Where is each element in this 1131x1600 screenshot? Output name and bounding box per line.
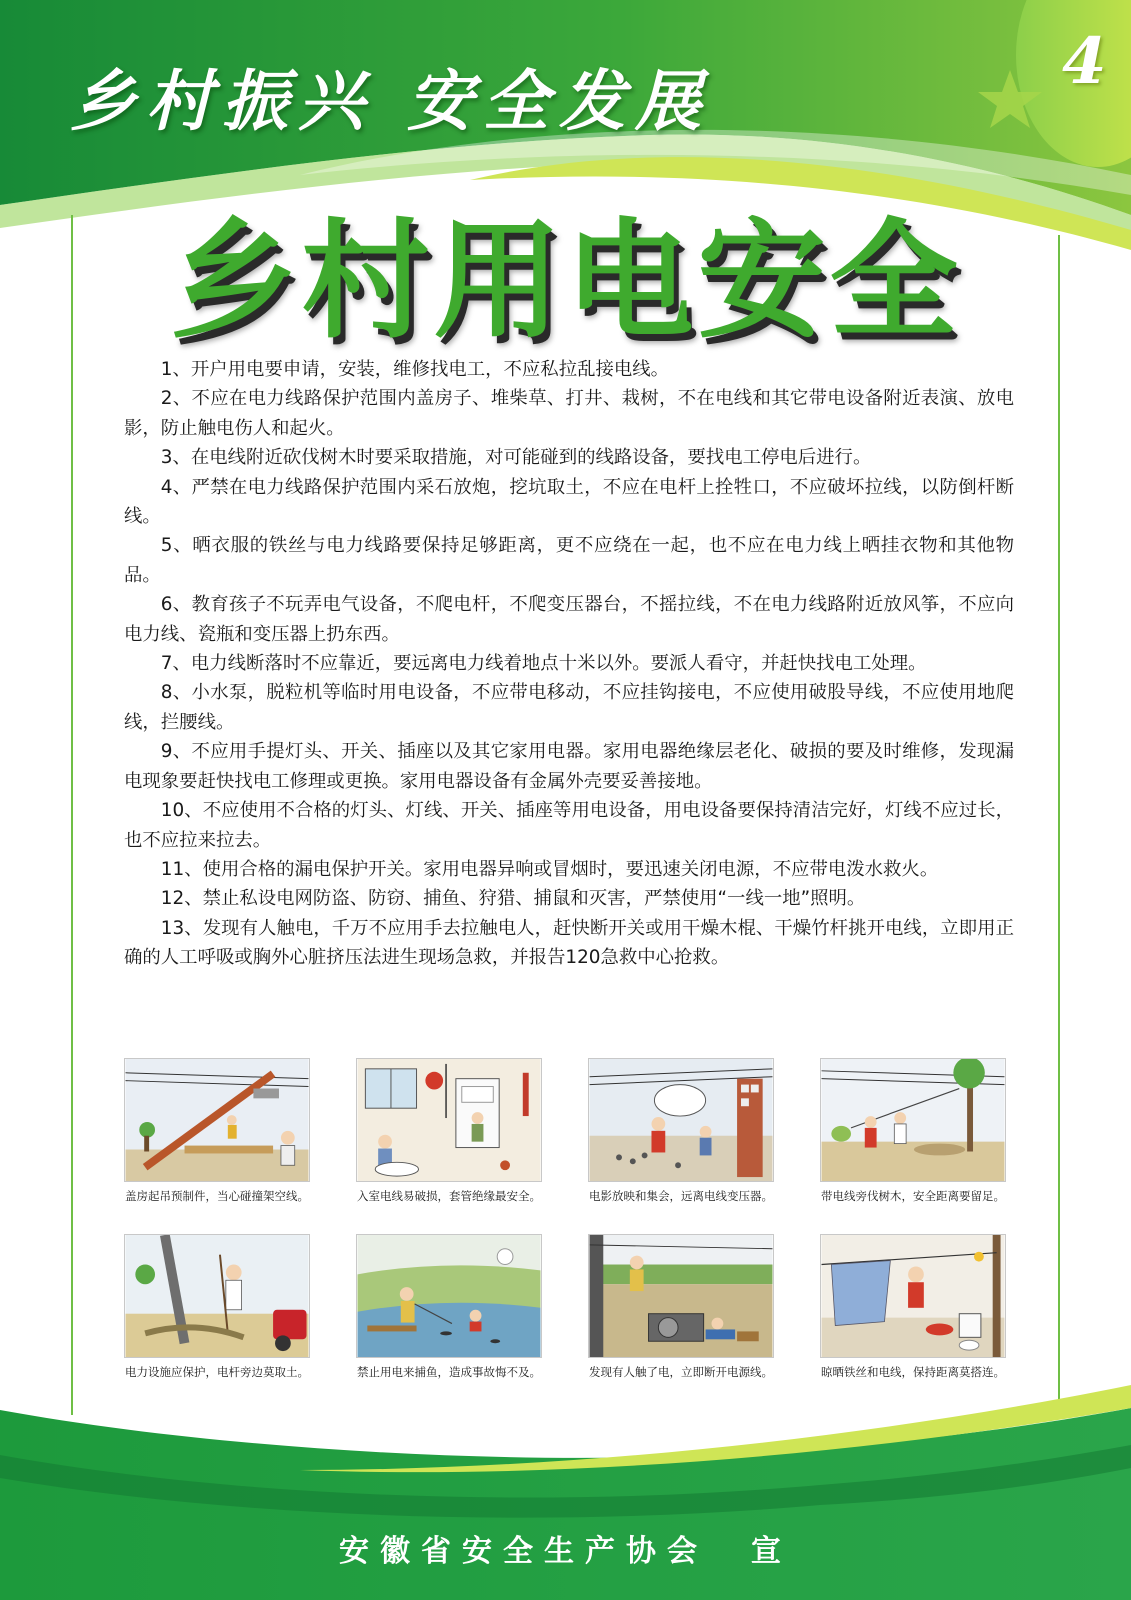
page-number: 4 <box>1062 24 1107 99</box>
rule-item: 7、电力线断落时不应靠近，要远离电力线着地点十米以外。要派人看守，并赶快找电工处理。 <box>160 653 927 675</box>
crane-power-line-illustration <box>124 1058 310 1182</box>
clothesline-illustration <box>820 1234 1006 1358</box>
rule-item: 10、不应使用不合格的灯头、灯线、开关、插座等用电设备，用电设备要保持清洁完好，灯线不应过长，也不应拉来拉去。 <box>124 800 1014 851</box>
rule-item: 5、晒衣服的铁丝与电力线路要保持足够距离，更不应绕在一起，也不应在电力线上晒挂衣物和其他物品。 <box>124 535 1014 586</box>
illustration-card <box>820 1234 1006 1380</box>
rule-item: 1、开户用电要申请，安装，维修找电工，不应私拉乱接电线。 <box>160 359 670 380</box>
rule-item: 2、不应在电力线路保护范围内盖房子、堆柴草、打井、栽树，不在电线和其它带电设备附近表演、放电影，防止触电伤人和起火。 <box>124 388 1014 439</box>
outdoor-movie-illustration <box>588 1058 774 1182</box>
rule-item: 8、小水泵，脱粒机等临时用电设备，不应带电移动，不应挂钩接电，不应使用破股导线，不应使用地爬线，拦腰线。 <box>124 682 1014 733</box>
illustration-card <box>124 1234 310 1380</box>
illustration-gallery <box>124 1058 1020 1380</box>
electric-fishing-illustration <box>356 1234 542 1358</box>
illustration-card <box>588 1058 774 1204</box>
rule-item: 11、使用合格的漏电保护开关。家用电器异响或冒烟时，要迅速关闭电源，不应带电泼水救火。 <box>160 858 939 880</box>
rule-item: 12、禁止私设电网防盗、防窃、捕鱼、狩猎、捕鼠和灭害，严禁使用“一线一地”照明。 <box>160 888 866 910</box>
illustration-card <box>356 1058 542 1204</box>
slogan: 乡村振兴 安全发展 <box>70 62 711 140</box>
digging-near-pole-illustration <box>124 1234 310 1358</box>
indoor-wiring-illustration <box>356 1058 542 1182</box>
illustration-caption: 电力设施应保护，电杆旁边莫取土。 <box>125 1365 309 1379</box>
electrocution-rescue-illustration <box>588 1234 774 1358</box>
publisher-footer: 安徽省安全生产协会 宣 <box>339 1534 792 1569</box>
illustration-card <box>124 1058 310 1204</box>
illustration-caption: 发现有人触了电，立即断开电源线。 <box>589 1365 773 1379</box>
rules-list <box>124 355 1014 973</box>
tree-cutting-illustration <box>820 1058 1006 1182</box>
rule-item: 9、不应用手提灯头、开关、插座以及其它家用电器。家用电器绝缘层老化、破损的要及时维修，发现漏电现象要赶快找电工修理或更换。家用电器设备有金属外壳要妥善接地。 <box>124 741 1014 792</box>
rule-item: 3、在电线附近砍伐树木时要采取措施，对可能碰到的线路设备，要找电工停电后进行。 <box>160 447 872 469</box>
rule-item: 6、教育孩子不玩弄电气设备，不爬电杆，不爬变压器台，不摇拉线，不在电力线路附近放风筝，不应向电力线、瓷瓶和变压器上扔东西。 <box>124 594 1014 645</box>
illustration-caption: 盖房起吊预制件，当心碰撞架空线。 <box>125 1189 309 1203</box>
illustration-card <box>588 1234 774 1380</box>
illustration-caption: 电影放映和集会，远离电线变压器。 <box>589 1189 773 1203</box>
rule-item: 13、发现有人触电，千万不应用手去拉触电人，赶快断开关或用干燥木棍、干燥竹杆挑开电线，立即用正确的人工呼吸或胸外心脏挤压法进生现场急救，并报告120急救中心抢救。 <box>124 917 1014 969</box>
illustration-caption: 晾晒铁丝和电线，保持距离莫搭连。 <box>821 1365 1005 1379</box>
illustration-card <box>820 1058 1006 1204</box>
rule-item: 4、严禁在电力线路保护范围内采石放炮，挖坑取土，不应在电杆上拴牲口，不应破坏拉线，以防倒杆断线。 <box>124 476 1014 528</box>
illustration-caption: 入室电线易破损，套管绝缘最安全。 <box>357 1189 541 1203</box>
illustration-caption: 禁止用电来捕鱼，造成事故悔不及。 <box>357 1365 541 1379</box>
illustration-card <box>356 1234 542 1380</box>
illustration-caption: 带电线旁伐树木，安全距离要留足。 <box>821 1189 1005 1203</box>
page-title: 乡村用电安全 <box>169 207 962 356</box>
